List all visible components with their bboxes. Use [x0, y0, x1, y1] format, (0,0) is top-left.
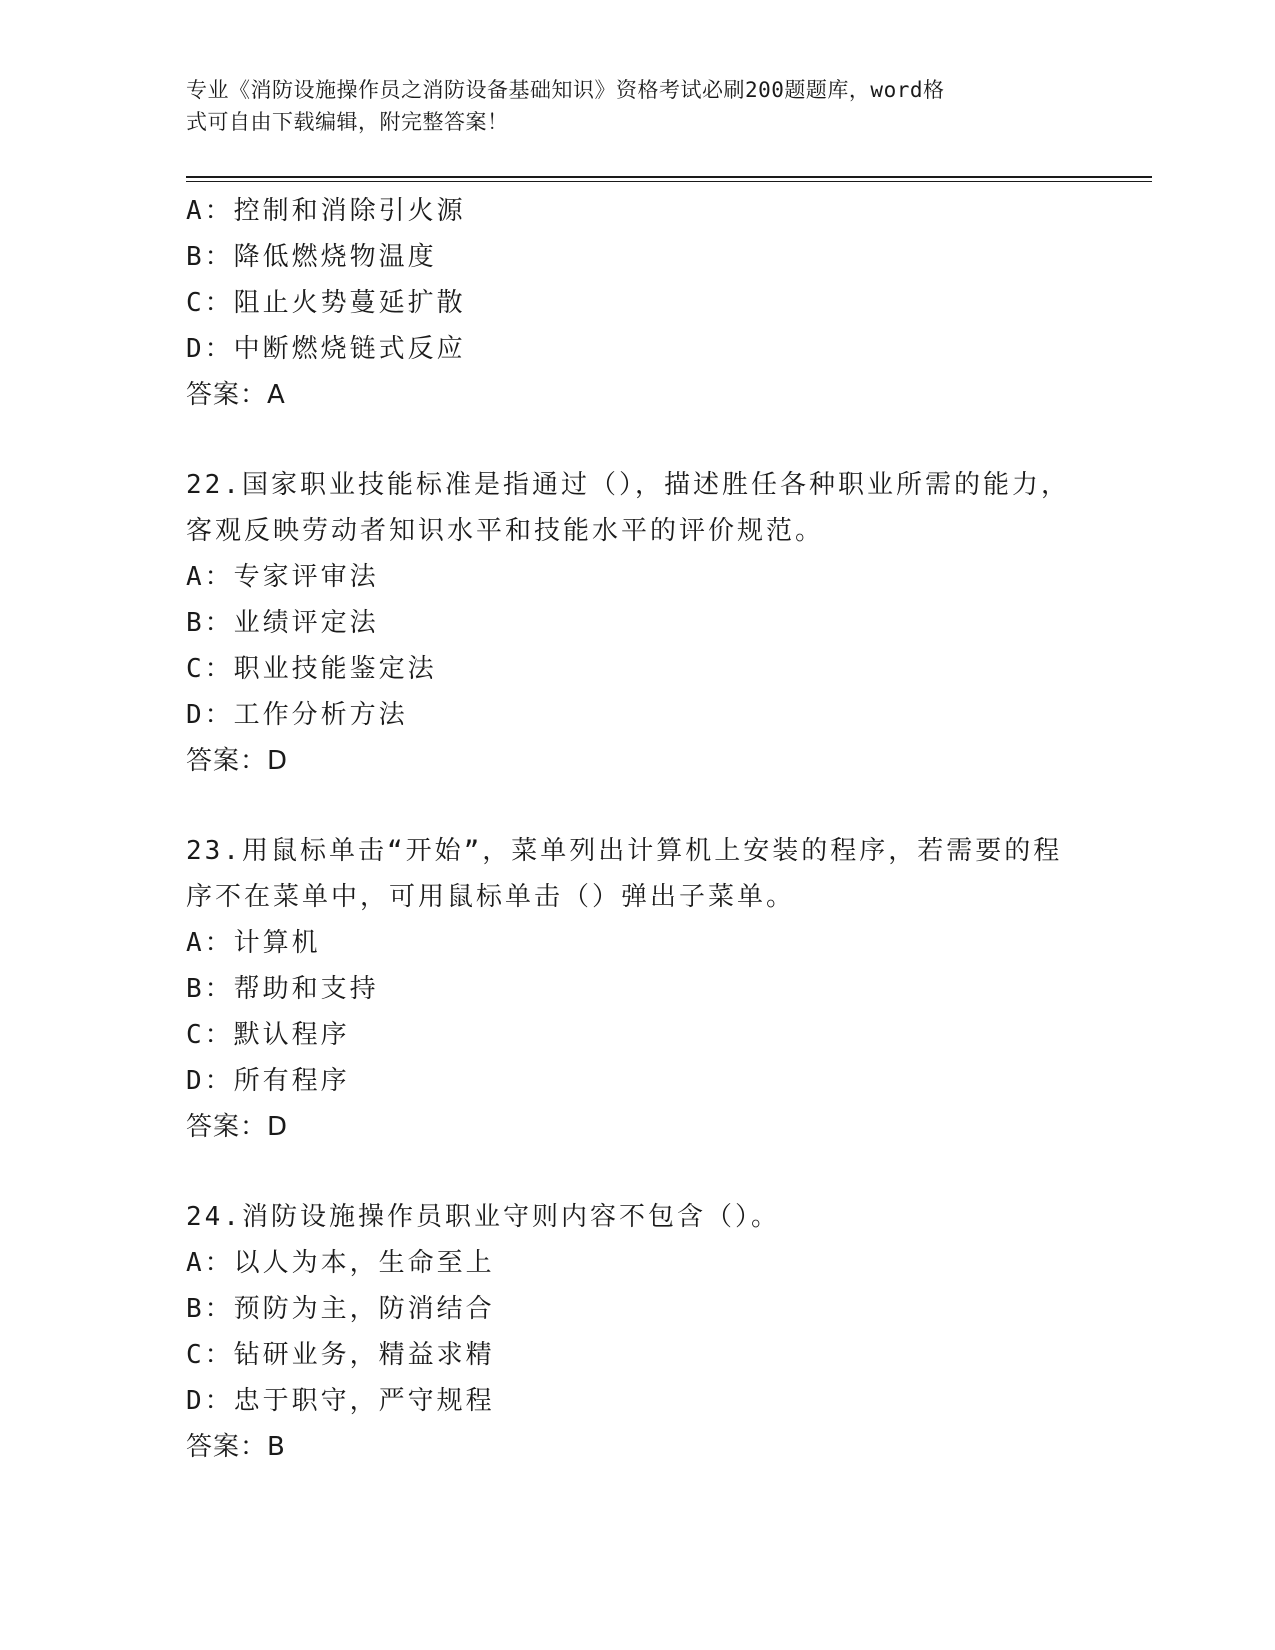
header-line-2: 式可自由下载编辑，附完整答案！: [186, 110, 509, 134]
option-b: B：预防为主，防消结合: [186, 1294, 495, 1324]
answer-line: 答案：A: [186, 380, 286, 410]
option-d: D：所有程序: [186, 1066, 350, 1096]
option-a: A：专家评审法: [186, 562, 379, 592]
question-stem-line-2: 客观反映劳动者知识水平和技能水平的评价规范。: [186, 516, 825, 546]
option-a: A：计算机: [186, 928, 321, 958]
header-divider-thick: [186, 176, 1152, 178]
option-b: B：降低燃烧物温度: [186, 242, 437, 272]
question-list: [186, 188, 1106, 1470]
question-24: [186, 1194, 1106, 1470]
question-stem-line-1: 24.消防设施操作员职业守则内容不包含（）。: [186, 1202, 780, 1232]
question-stem-line-1: 22.国家职业技能标准是指通过（），描述胜任各种职业所需的能力，: [186, 470, 1070, 500]
answer-line: 答案：D: [186, 1112, 289, 1142]
question-stem-line-1: 23.用鼠标单击“开始”，菜单列出计算机上安装的程序，若需要的程: [186, 836, 1063, 866]
option-c: C：默认程序: [186, 1020, 350, 1050]
option-d: D：忠于职守，严守规程: [186, 1386, 495, 1416]
option-b: B：业绩评定法: [186, 608, 379, 638]
question-stem-line-2: 序不在菜单中，可用鼠标单击（）弹出子菜单。: [186, 882, 796, 912]
header-divider-thin: [186, 181, 1152, 182]
option-d: D：中断燃烧链式反应: [186, 334, 466, 364]
option-c: C：阻止火势蔓延扩散: [186, 288, 466, 318]
question-21: [186, 188, 1106, 418]
document-header: [186, 74, 1066, 138]
option-a: A：控制和消除引火源: [186, 196, 466, 226]
question-22: [186, 462, 1106, 784]
answer-line: 答案：D: [186, 746, 289, 776]
question-23: [186, 828, 1106, 1150]
option-d: D：工作分析方法: [186, 700, 408, 730]
option-c: C：职业技能鉴定法: [186, 654, 437, 684]
header-line-1: 专业《消防设施操作员之消防设备基础知识》资格考试必刷200题题库，word格: [186, 78, 945, 102]
option-a: A：以人为本，生命至上: [186, 1248, 495, 1278]
option-b: B：帮助和支持: [186, 974, 379, 1004]
option-c: C：钻研业务，精益求精: [186, 1340, 495, 1370]
answer-line: 答案：B: [186, 1432, 286, 1462]
